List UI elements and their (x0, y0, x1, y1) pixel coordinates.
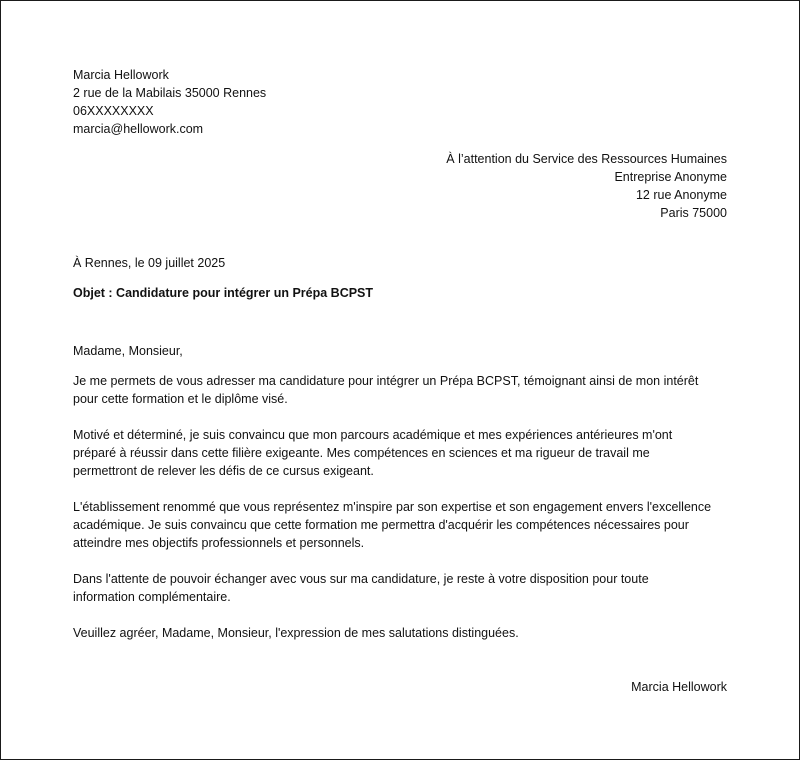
sender-name: Marcia Hellowork (73, 68, 169, 82)
body-line: Je me permets de vous adresser ma candidature pour intégrer un Prépa BCPST, témoignant ainsi de mon intérêt (73, 374, 699, 388)
body-line: Dans l'attente de pouvoir échanger avec vous sur ma candidature, je reste à votre disposition pour toute (73, 572, 649, 586)
body-line: pour cette formation et le diplôme visé. (73, 392, 288, 406)
recipient-city: Paris 75000 (660, 206, 727, 220)
signature: Marcia Hellowork (631, 680, 727, 694)
body-line: préparé à réussir dans cette filière exigeante. Mes compétences en sciences et ma rigueur de travail me (73, 446, 650, 460)
recipient-street: 12 rue Anonyme (635, 188, 727, 202)
body-line: information complémentaire. (73, 590, 231, 604)
body-line: Veuillez agréer, Madame, Monsieur, l'expression de mes salutations distinguées. (73, 626, 519, 640)
body-line: L'établissement renommé que vous représentez m'inspire par son expertise et son engagement envers l'excellence (73, 500, 712, 514)
date-line: À Rennes, le 09 juillet 2025 (73, 256, 226, 270)
body-paragraph (73, 570, 733, 606)
recipient-attention: À l’attention du Service des Ressources Humaines (446, 152, 727, 166)
body-paragraph (73, 372, 733, 408)
sender-phone: 06XXXXXXXX (73, 104, 154, 118)
body-line: permettront de relever les défis de ce cursus exigeant. (73, 464, 374, 478)
letter-body (73, 372, 733, 660)
closing-paragraph (73, 624, 733, 642)
body-line: atteindre mes objectifs professionnels et personnels. (73, 536, 365, 550)
body-line: académique. Je suis convaincu que cette formation me permettra d'acquérir les compétences nécessaires pour (73, 518, 689, 532)
sender-address: 2 rue de la Mabilais 35000 Rennes (73, 86, 267, 100)
greeting: Madame, Monsieur, (73, 344, 183, 358)
sender-email: marcia@hellowork.com (73, 122, 204, 136)
recipient-company: Entreprise Anonyme (614, 170, 727, 184)
body-line: Motivé et déterminé, je suis convaincu que mon parcours académique et mes expériences antérieures m'ont (73, 428, 673, 442)
sender-block (73, 66, 266, 138)
subject-line: Objet : Candidature pour intégrer un Prépa BCPST (73, 286, 374, 300)
body-paragraph (73, 498, 733, 552)
recipient-block (446, 150, 727, 222)
body-paragraph (73, 426, 733, 480)
